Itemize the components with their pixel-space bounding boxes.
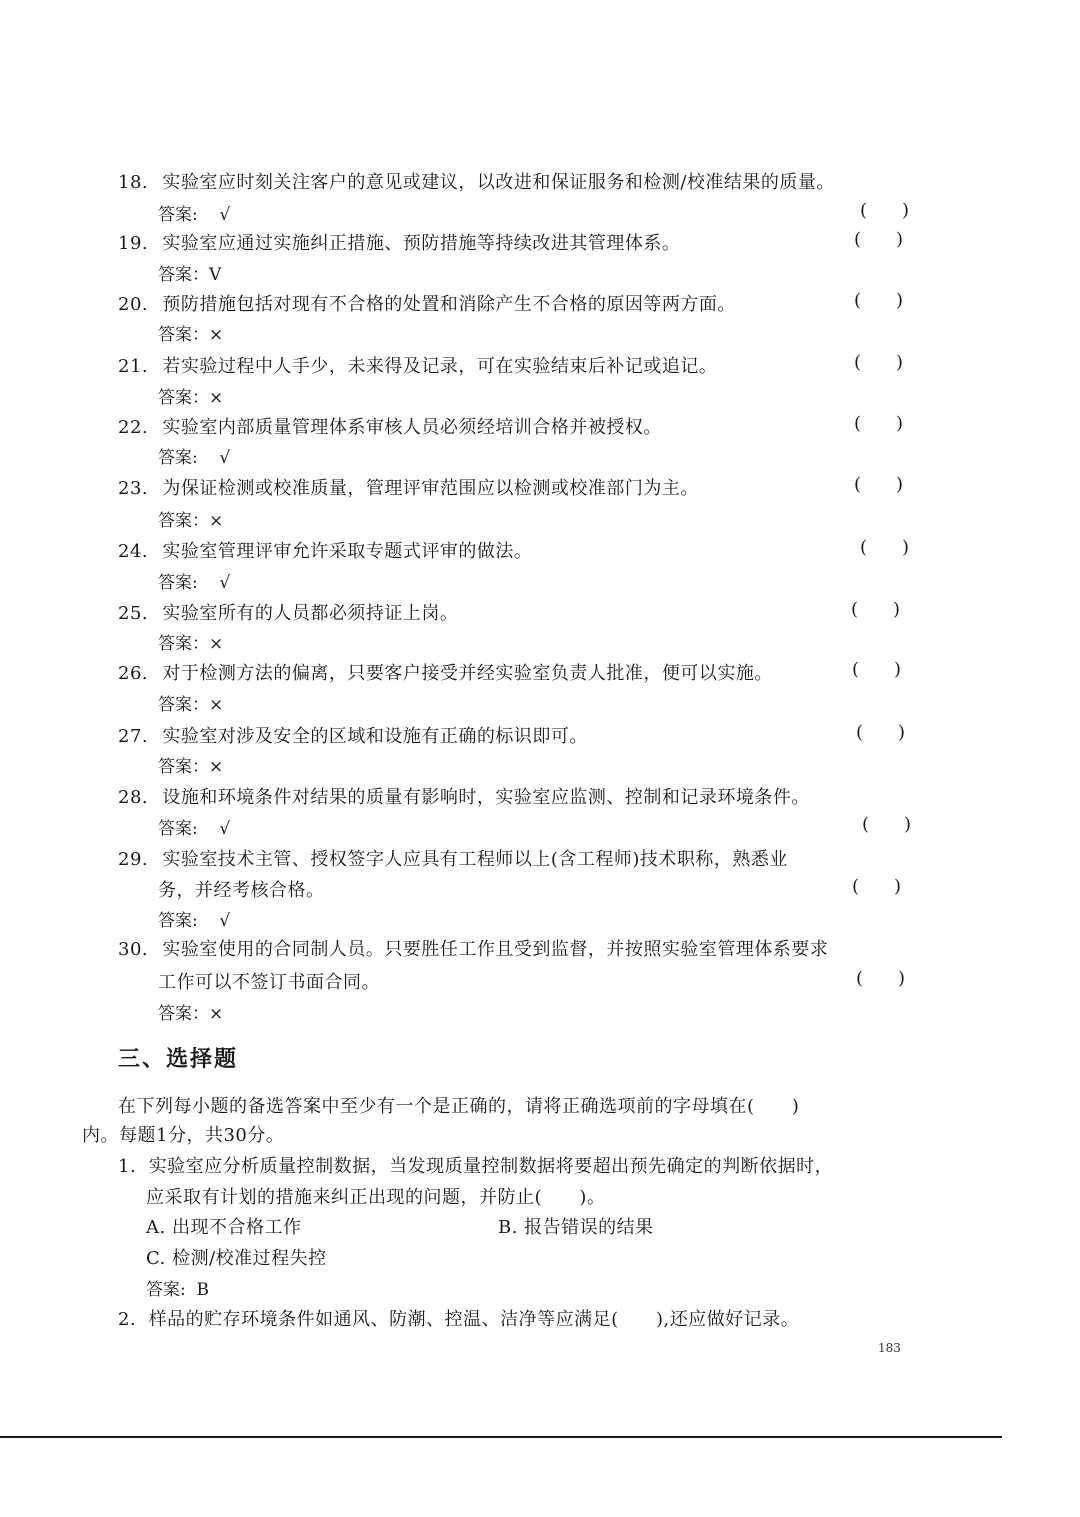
section-heading: 三、选择题	[118, 1046, 239, 1072]
option-b: B. 报告错误的结果	[498, 1217, 654, 1238]
question-text-continued: 务，并经考核合格。	[158, 880, 325, 901]
tf-item-28	[118, 783, 810, 809]
answer-25: 答案：×	[158, 634, 224, 654]
question-number: 19.	[118, 233, 149, 254]
section-instructions: 在下列每小题的备选答案中至少有一个是正确的，请将正确选项前的字母填在( )	[118, 1096, 800, 1117]
answer-blank-22: ( )	[854, 413, 904, 434]
answer-blank-28: ( )	[862, 814, 912, 835]
answer-blank-19: ( )	[854, 229, 904, 250]
answer-24: 答案: √	[158, 573, 231, 593]
tf-item-20	[118, 290, 736, 316]
answer-blank-18: ( )	[860, 200, 910, 221]
section-instructions-continued: 内。每题1分，共30分。	[82, 1125, 285, 1146]
mc-question-2: 2. 样品的贮存环境条件如通风、防潮、控温、洁净等应满足( ),还应做好记录。	[118, 1309, 800, 1330]
option-a: A. 出现不合格工作	[146, 1217, 302, 1238]
answer-blank-21: ( )	[854, 352, 904, 373]
question-text: 实验室管理评审允许采取专题式评审的做法。	[162, 541, 533, 562]
tf-item-22	[118, 413, 662, 439]
footer-rule	[0, 1436, 1002, 1438]
answer-blank-26: ( )	[852, 659, 902, 680]
tf-item-21	[118, 352, 717, 378]
option-c: C. 检测/校准过程失控	[146, 1248, 327, 1269]
question-text: 实验室内部质量管理体系审核人员必须经培训合格并被授权。	[162, 417, 662, 438]
question-number: 20.	[118, 294, 149, 315]
answer-30: 答案：×	[158, 1004, 224, 1024]
answer-19: 答案：V	[158, 265, 222, 285]
question-number: 18.	[118, 172, 149, 193]
question-text-continued: 工作可以不签订书面合同。	[158, 972, 380, 993]
answer-blank-27: ( )	[856, 722, 906, 743]
answer-28: 答案: √	[158, 819, 231, 839]
tf-item-24	[118, 537, 532, 563]
tf-item-26	[118, 659, 773, 685]
answer-18: 答案: √	[158, 205, 231, 225]
question-text: 实验室技术主管、授权签字人应具有工程师以上(含工程师)技术职称，熟悉业	[162, 849, 788, 870]
tf-item-18	[118, 168, 835, 194]
tf-item-29	[118, 845, 788, 871]
question-number: 30.	[118, 939, 149, 960]
question-text: 实验室对涉及安全的区域和设施有正确的标识即可。	[162, 726, 588, 747]
answer-blank-25: ( )	[851, 599, 901, 620]
question-number: 26.	[118, 663, 149, 684]
answer-blank-20: ( )	[854, 290, 904, 311]
question-text: 实验室使用的合同制人员。只要胜任工作且受到监督，并按照实验室管理体系要求	[162, 939, 829, 960]
question-number: 24.	[118, 541, 149, 562]
question-number: 21.	[118, 356, 149, 377]
question-number: 25.	[118, 603, 149, 624]
tf-item-25	[118, 599, 458, 625]
answer-22: 答案: √	[158, 448, 231, 468]
tf-item-23	[118, 474, 699, 500]
mc-question-1: 1. 实验室应分析质量控制数据，当发现质量控制数据将要超出预先确定的判断依据时，	[118, 1156, 834, 1177]
question-number: 28.	[118, 787, 149, 808]
answer-20: 答案：×	[158, 325, 224, 345]
answer-26: 答案：×	[158, 695, 224, 715]
mc-answer-1: 答案: B	[146, 1280, 210, 1300]
question-number: 29.	[118, 849, 149, 870]
answer-29: 答案: √	[158, 911, 231, 931]
question-text: 预防措施包括对现有不合格的处置和消除产生不合格的原因等两方面。	[162, 294, 736, 315]
tf-item-30	[118, 935, 828, 961]
question-text: 实验室所有的人员都必须持证上岗。	[162, 603, 459, 624]
question-text: 若实验过程中人手少，未来得及记录，可在实验结束后补记或追记。	[162, 356, 718, 377]
answer-blank-24: ( )	[860, 537, 910, 558]
answer-blank-23: ( )	[854, 474, 904, 495]
question-text: 实验室应通过实施纠正措施、预防措施等持续改进其管理体系。	[162, 233, 681, 254]
answer-21: 答案：×	[158, 388, 224, 408]
question-text: 为保证检测或校准质量，管理评审范围应以检测或校准部门为主。	[162, 478, 699, 499]
question-number: 23.	[118, 478, 149, 499]
question-number: 22.	[118, 417, 149, 438]
mc-question-1-continued: 应采取有计划的措施来纠正出现的问题，并防止( )。	[146, 1187, 606, 1208]
question-number: 27.	[118, 726, 149, 747]
answer-23: 答案：×	[158, 511, 224, 531]
tf-item-27	[118, 722, 588, 748]
question-text: 实验室应时刻关注客户的意见或建议，以改进和保证服务和检测/校准结果的质量。	[162, 172, 835, 193]
tf-item-19	[118, 229, 680, 255]
answer-blank-30: ( )	[856, 968, 906, 989]
question-text: 对于检测方法的偏离，只要客户接受并经实验室负责人批准，便可以实施。	[162, 663, 773, 684]
answer-27: 答案：×	[158, 757, 224, 777]
page-number: 183	[878, 1341, 901, 1355]
question-text: 设施和环境条件对结果的质量有影响时，实验室应监测、控制和记录环境条件。	[162, 787, 810, 808]
answer-blank-29: ( )	[852, 876, 902, 897]
